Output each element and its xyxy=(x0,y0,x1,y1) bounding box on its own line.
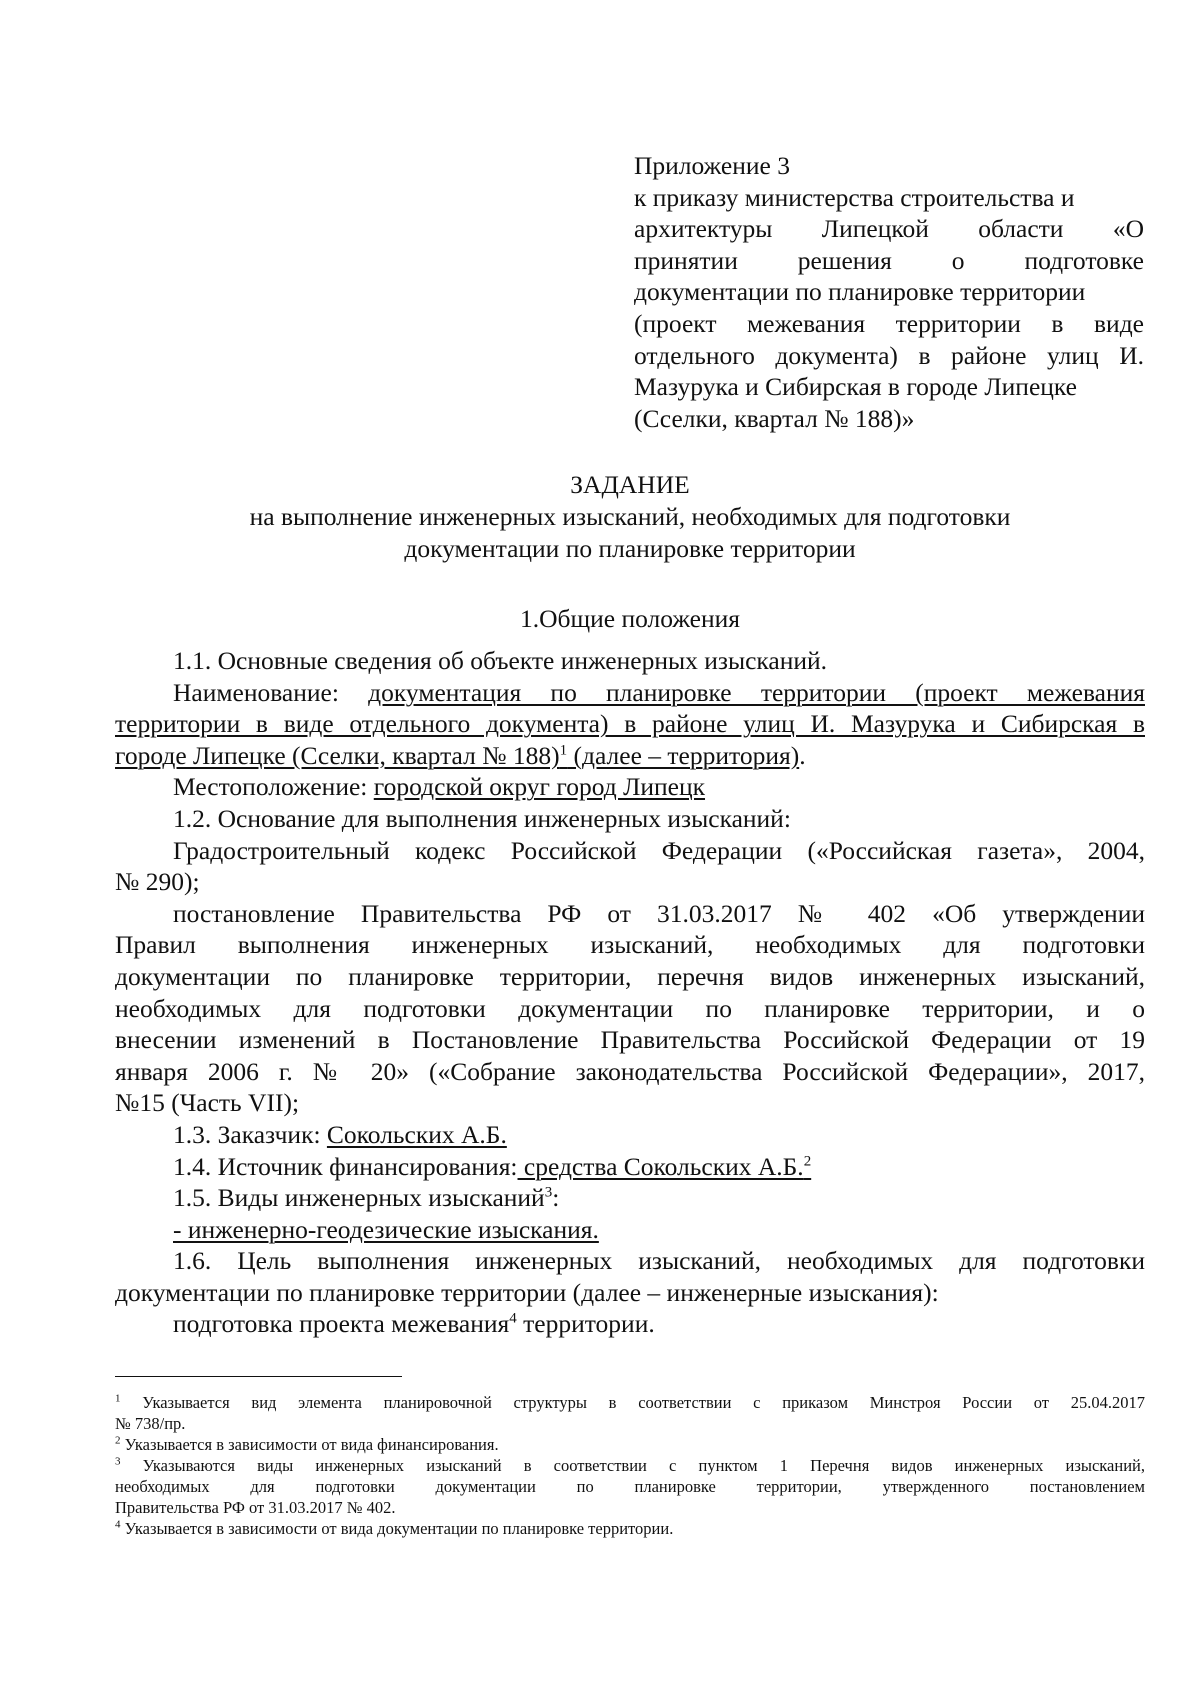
appendix-line: архитектуры Липецкой области «О xyxy=(634,214,1144,244)
appendix-line: к приказу министерства строительства и xyxy=(634,182,1075,212)
survey-type-item xyxy=(115,1214,1145,1246)
name-line-2 xyxy=(115,708,1145,740)
footnote-ref-3: 3 xyxy=(544,1184,553,1201)
location-value: городской округ город Липецк xyxy=(373,772,706,802)
footnote-ref-1: 1 xyxy=(559,742,568,759)
footnote-3-line-3: Правительства РФ от 31.03.2017 № 402. xyxy=(115,1498,396,1517)
document-body xyxy=(115,645,1145,1340)
name-value-part4: (далее – территория) xyxy=(567,740,800,770)
grad-code-line-1: Градостроительный кодекс Российской Федерации («Российская газета», 2004, xyxy=(173,835,1145,865)
resolution-line-3: документации по планировке территории, перечня видов инженерных изысканий, xyxy=(115,961,1145,991)
survey-types-label: 1.5. Виды инженерных изысканий xyxy=(173,1183,545,1213)
resolution-line-7: №15 (Часть VII); xyxy=(115,1088,300,1118)
resolution-line-6: января 2006 г. № 20» («Собрание законодательства Российской Федерации», 2017, xyxy=(115,1056,1145,1086)
funding-value: средства Сокольских А.Б. xyxy=(517,1151,804,1181)
footnote-ref-4: 4 xyxy=(509,1310,517,1327)
name-line-1 xyxy=(115,677,1145,709)
clause-1-5: 1.5. Виды инженерных изысканий$^3$: xyxy=(173,1183,560,1213)
footnote-separator xyxy=(115,1376,402,1377)
clause-1-3 xyxy=(115,1119,1145,1151)
clause-1-4 xyxy=(115,1151,1145,1183)
appendix-line: Приложение 3 xyxy=(634,151,790,180)
document-subtitle-line2: документации по планировке территории xyxy=(404,534,856,563)
name-value-part3: городе Липецке (Сселки, квартал № 188) xyxy=(115,740,560,770)
clause-1-6-line-3: подготовка проекта межевания$^4$ территории. xyxy=(173,1309,655,1339)
section-1-heading: 1.Общие положения xyxy=(519,604,740,633)
footnote-1-line-2: № 738/пр. xyxy=(115,1414,186,1433)
survey-type-value: - инженерно-геодезические изыскания. xyxy=(173,1214,599,1244)
name-value-part2: территории в виде отдельного документа) в районе улиц И. Мазурука и Сибирская в xyxy=(115,709,1145,739)
appendix-line: Мазурука и Сибирская в городе Липецке xyxy=(634,372,1077,402)
footnote-1-line-1: $^1$ Указывается вид элемента планировочной структуры в соответствии с приказом Минстроя России от 25.04.2017 xyxy=(115,1392,1145,1412)
clause-1-1: 1.1. Основные сведения об объекте инженерных изысканий. xyxy=(173,646,828,675)
footnote-2: $^2$ Указывается в зависимости от вида финансирования. xyxy=(115,1434,499,1454)
footnote-4: $^4$ Указывается в зависимости от вида документации по планировке территории. xyxy=(115,1518,674,1538)
appendix-line: документации по планировке территории xyxy=(634,277,1086,307)
location-line xyxy=(115,771,1145,803)
customer-label: 1.3. Заказчик: xyxy=(173,1119,327,1149)
document-title: ЗАДАНИЕ xyxy=(570,470,690,499)
clause-1-6-line-2: документации по планировке территории (далее – инженерные изыскания): xyxy=(115,1277,939,1307)
footnote-ref-2: 2 xyxy=(803,1153,812,1169)
appendix-line: (проект межевания территории в виде xyxy=(634,308,1144,338)
appendix-header xyxy=(634,150,1144,434)
resolution-line-1: постановление Правительства РФ от 31.03.2017 № 402 «Об утверждении xyxy=(173,898,1145,928)
name-value-part1: документация по планировке территории (проект межевания xyxy=(368,677,1145,707)
grad-code-line-2: № 290); xyxy=(115,867,200,897)
appendix-line: (Сселки, квартал № 188)» xyxy=(634,403,915,433)
document-subtitle-line1: на выполнение инженерных изысканий, необходимых для подготовки xyxy=(249,502,1011,531)
resolution-line-4: необходимых для подготовки документации по планировке территории, и о xyxy=(115,993,1145,1023)
appendix-line: отдельного документа) в районе улиц И. xyxy=(634,340,1144,370)
location-label: Местоположение: xyxy=(173,772,374,802)
appendix-line: принятии решения о подготовке xyxy=(634,245,1144,275)
footnote-3-line-2: необходимых для подготовки документации по планировке территории, утвержденного постановлением xyxy=(115,1477,1145,1496)
name-label: Наименование: xyxy=(173,677,369,707)
clause-1-2: 1.2. Основание для выполнения инженерных изысканий: xyxy=(173,803,791,833)
footnotes xyxy=(115,1392,1145,1539)
funding-label: 1.4. Источник финансирования: xyxy=(173,1151,518,1181)
clause-1-6-line-1: 1.6. Цель выполнения инженерных изысканий, необходимых для подготовки xyxy=(173,1246,1145,1276)
customer-value: Сокольских А.Б. xyxy=(326,1119,507,1149)
resolution-line-2: Правил выполнения инженерных изысканий, необходимых для подготовки xyxy=(115,930,1145,960)
footnote-3-line-1: $^3$ Указываются виды инженерных изысканий в соответствии с пунктом 1 Перечня видов инженерных изысканий, xyxy=(115,1455,1145,1475)
name-line-3: городе Липецке (Сселки, квартал № 188)$^1$ (далее – территория). xyxy=(115,740,806,770)
resolution-line-5: внесении изменений в Постановление Правительства Российской Федерации от 19 xyxy=(115,1025,1145,1055)
